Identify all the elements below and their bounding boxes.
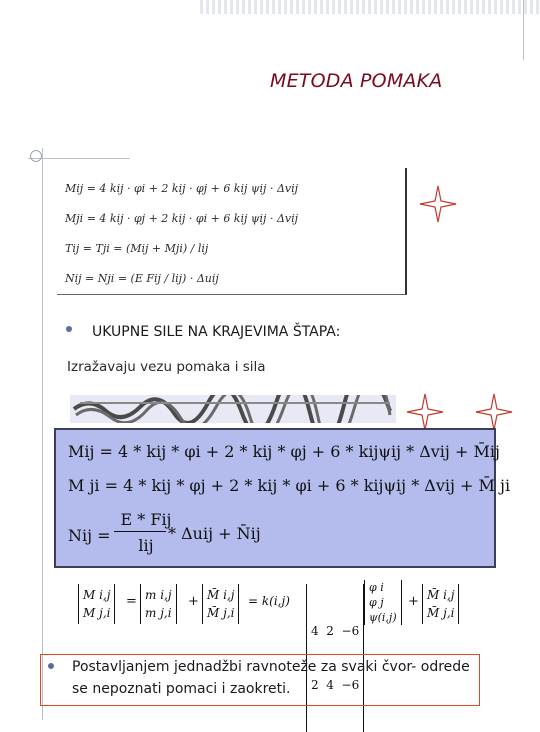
matrix-cell: M̄ j,i — [207, 606, 235, 620]
matrix-cell: m i,j — [145, 588, 172, 602]
equation-n-ij-denominator: lij — [138, 536, 154, 555]
sparkle-icon — [405, 392, 445, 432]
handwritten-line: Tij = Tji = (Mij + Mji) / lij — [65, 242, 209, 255]
matrix-row: 4 2 −6 — [311, 624, 360, 638]
equation-m-ij: Mij = 4 * kij * φi + 2 * kij * φj + 6 * kijψij * Δvij + M̄ij — [68, 442, 500, 461]
section-subtitle: Izražavaju vezu pomaka i sila — [67, 359, 266, 375]
equation-m-ji: M ji = 4 * kij * φj + 2 * kij * φi + 6 * kijψij * Δvij + M̄ ji — [68, 476, 511, 495]
equals-sign: = — [126, 594, 137, 609]
matrix-lhs — [78, 584, 115, 624]
handwritten-line: Nij = Nji = (E Fij / lij) · Δuij — [65, 272, 219, 285]
matrix-mbar2 — [422, 584, 459, 624]
conclusion-text: Postavljanjem jednadžbi ravnoteže za svaki čvor- odrede se nepoznati pomaci i zaokreti. — [72, 659, 470, 697]
slide-title: METODA POMAKA — [270, 70, 443, 92]
handwritten-line: Mji = 4 kij · φj + 2 kij · φi + 6 kij ψij · Δvij — [65, 212, 299, 225]
equation-n-ij-rhs: * Δuij + N̄ij — [168, 524, 261, 543]
equation-n-ij-numerator: E * Fij — [120, 510, 172, 529]
equations-box — [54, 428, 511, 568]
scribbled-text-image — [70, 395, 396, 423]
bullet-icon — [66, 326, 72, 332]
matrix-cell: φ j — [369, 596, 384, 609]
matrix-cell: ψ(i,j) — [369, 611, 397, 624]
matrix-cell: M i,j — [83, 588, 111, 602]
matrix-cell: φ i — [369, 581, 384, 594]
sparkle-icon — [418, 184, 458, 224]
fraction-bar — [114, 531, 166, 532]
matrix-cell: M̄ i,j — [207, 588, 235, 602]
matrix-cell: M̄ i,j — [427, 588, 455, 602]
matrix-k: = k(i,j) — [248, 594, 290, 608]
decor-line — [523, 0, 524, 60]
section-heading: UKUPNE SILE NA KRAJEVIMA ŠTAPA: — [92, 324, 341, 340]
bullet-icon — [48, 663, 54, 669]
equation-n-ij-lhs: Nij = — [68, 526, 111, 545]
handwritten-line: Mij = 4 kij · φi + 2 kij · φj + 6 kij ψij · Δvij — [65, 182, 299, 195]
matrix-vars — [364, 580, 402, 625]
decor-circle — [30, 150, 42, 162]
plus-sign: + — [408, 594, 419, 609]
matrix-row: 2 4 −6 — [311, 678, 360, 692]
top-decor-bar — [200, 0, 540, 14]
matrix-m-vec — [140, 584, 177, 624]
matrix-cell: M̄ j,i — [427, 606, 455, 620]
matrix-mbar-vec — [202, 584, 239, 624]
handwritten-formulas — [57, 168, 407, 295]
matrix-cell: M j,i — [83, 606, 111, 620]
plus-sign: + — [188, 594, 199, 609]
decor-line — [28, 158, 130, 159]
matrix-cell: m j,i — [145, 606, 172, 620]
decor-line — [42, 148, 43, 720]
sparkle-icon — [474, 392, 514, 432]
